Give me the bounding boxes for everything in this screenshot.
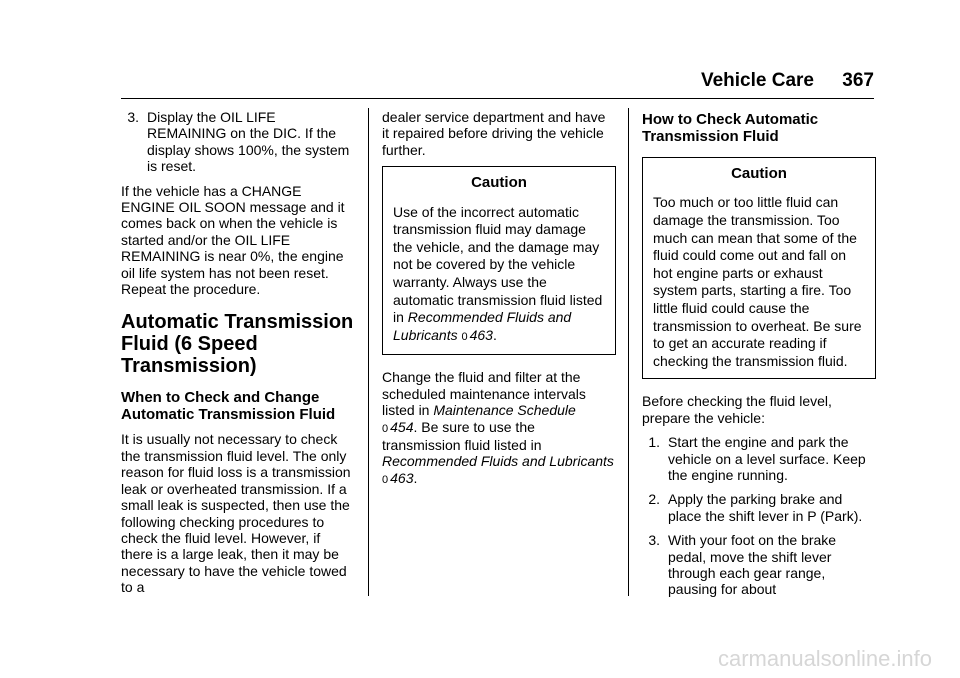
list-item: [642, 491, 876, 524]
subsection-heading: When to Check and Change Automatic Transmission Fluid: [121, 389, 336, 424]
paragraph: dealer service department and have it repaired before driving the vehicle further.: [382, 109, 606, 158]
page-ref-icon: 0: [382, 473, 389, 486]
watermark: carmanualsonline.info: [717, 646, 932, 671]
page-header-title: Vehicle Care: [700, 70, 814, 91]
page-reference[interactable]: 463: [390, 469, 414, 486]
paragraph: If the vehicle has a CHANGE ENGINE OIL SOON message and it comes back on when the vehicle is started and/or the OIL LIFE REMAINING is near 0%, the engine oil life system has not been reset. Repeat the procedure.: [121, 182, 345, 298]
caution-title: Caution: [731, 165, 787, 182]
step-text: Apply the parking brake and place the shift lever in P (Park).: [668, 491, 863, 524]
subsection-heading: How to Check Automatic Transmission Fluid: [642, 111, 819, 145]
caution-box: [642, 157, 876, 379]
cross-reference-link[interactable]: Recommended Fluids and Lubricants: [382, 453, 614, 470]
column-3: [642, 109, 876, 606]
column-2: [382, 109, 616, 496]
list-item: [642, 434, 876, 483]
step-number: 1.: [648, 434, 660, 451]
header-rule: [121, 98, 874, 99]
list-item: [121, 109, 355, 175]
page-number: 367: [842, 70, 874, 91]
step-number: 2.: [648, 491, 660, 508]
column-divider: [628, 108, 629, 596]
section-heading: Automatic Transmission Fluid (6 Speed Transmission): [121, 311, 354, 378]
caution-text: Too much or too little fluid can damage the transmission. Too much can mean that some of the fluid could come out and fall on hot engine parts or exhaust system parts, starting a fire. Too little fluid could cause the transmission to overheat. Be sure to get an accurate reading if checking the transmission fluid.: [653, 194, 862, 369]
page-ref-icon: 0: [382, 422, 389, 435]
step-text: Start the engine and park the vehicle on a level surface. Keep the engine running.: [668, 434, 866, 483]
column-divider: [368, 108, 369, 596]
paragraph: Change the fluid and filter at the scheduled maintenance intervals listed in Maintenance Schedule 0 454. Be sure to use the transmission fluid listed in Recommended Fluids and Lubricants 0 463.: [382, 369, 616, 488]
page-reference[interactable]: 463: [469, 326, 493, 343]
step-text: Display the OIL LIFE REMAINING on the DIC. If the display shows 100%, the system is reset.: [147, 109, 350, 175]
list-item: [642, 532, 876, 598]
paragraph: Before checking the fluid level, prepare the vehicle:: [642, 393, 832, 426]
caution-box: [382, 166, 616, 355]
paragraph: It is usually not necessary to check the transmission fluid level. The only reason for fluid loss is a transmission leak or overheated transmission. If a small leak is suspected, then use the following checking procedures to check the fluid level. However, if there is a large leak, then it may be necessary to have the vehicle towed to a: [121, 431, 351, 596]
caution-title: Caution: [471, 174, 527, 192]
column-1: [121, 109, 355, 604]
cross-reference-link[interactable]: Maintenance Schedule: [433, 402, 576, 419]
step-text: With your foot on the brake pedal, move the shift lever through each gear range, pausing for about: [668, 532, 837, 598]
caution-text: Use of the incorrect automatic transmission fluid may damage the vehicle, and the damage may not be covered by the vehicle warranty. Always use the automatic transmission fluid listed in Recommended Fluids and Lubricants 0 463.: [393, 204, 605, 347]
step-number: 3.: [648, 532, 660, 549]
cross-reference-link[interactable]: Recommended Fluids and Lubricants: [393, 309, 572, 343]
step-number: 3.: [127, 109, 139, 125]
page-ref-icon: 0: [461, 330, 468, 343]
page-reference[interactable]: 454: [390, 418, 414, 435]
